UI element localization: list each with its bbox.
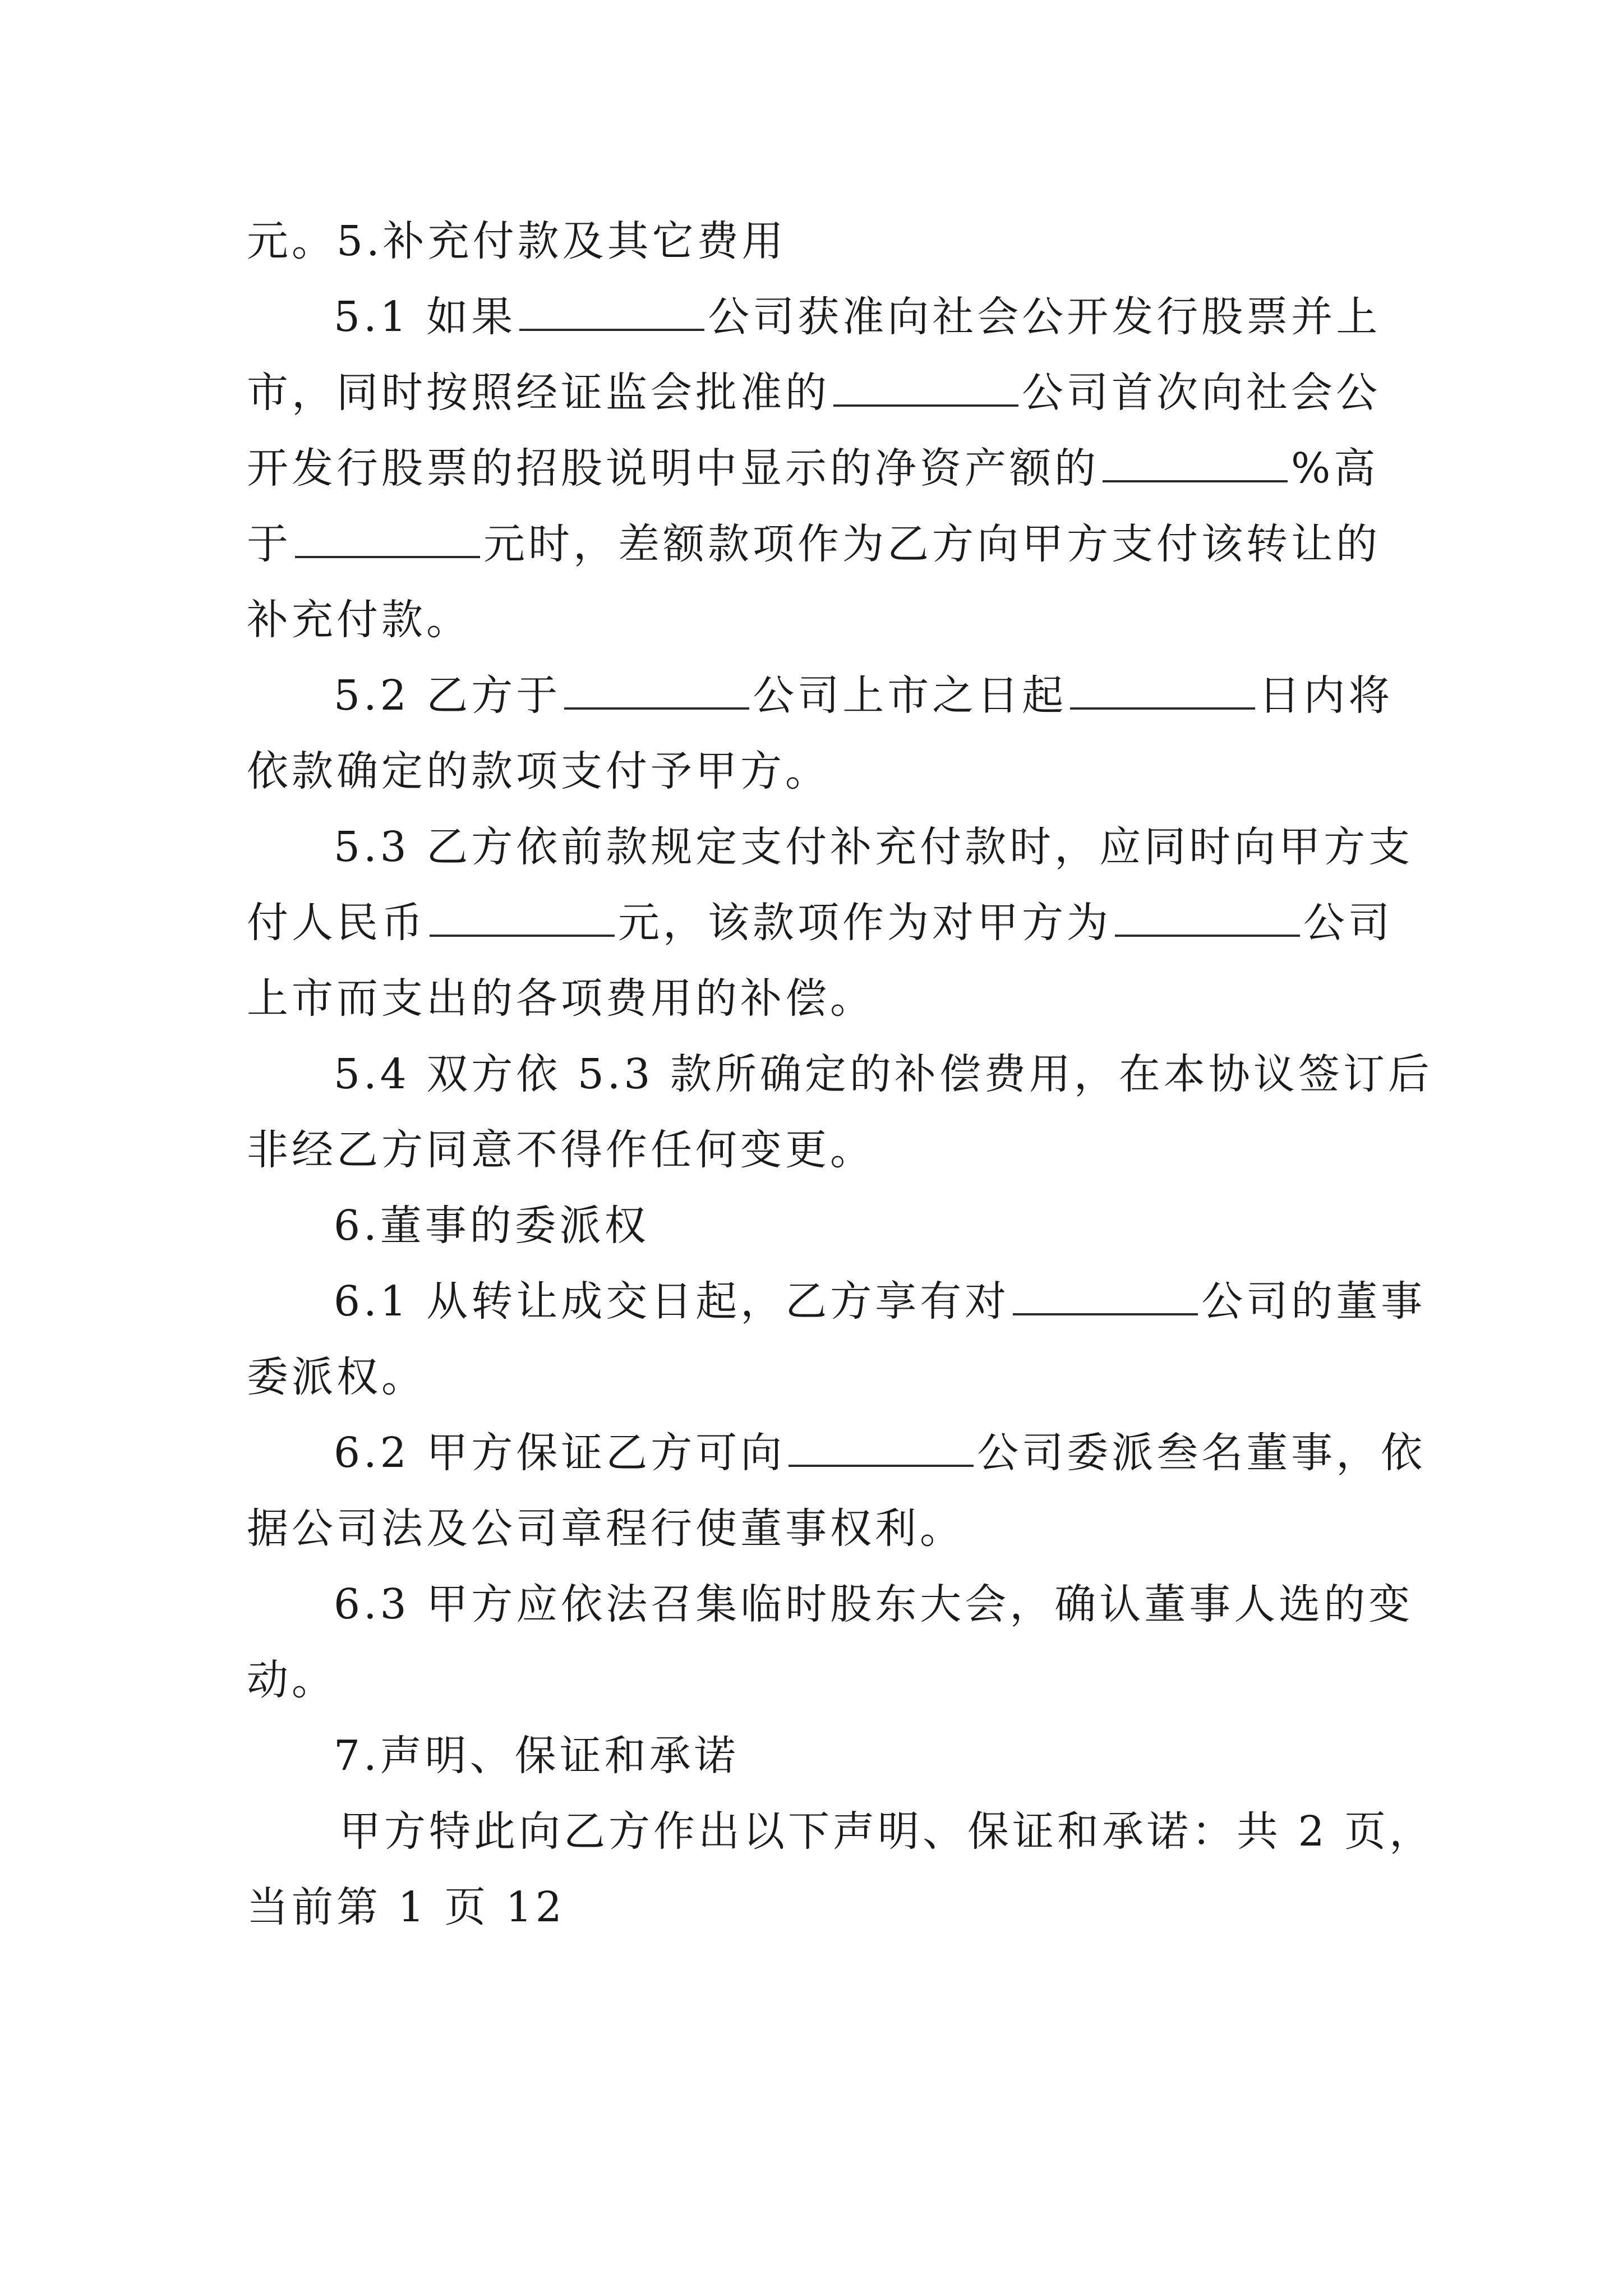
line-text: 6.1 从转让成交日起，乙方享有对 — [334, 1277, 1010, 1326]
line-text: 5.1 如果 — [334, 293, 517, 341]
text-line — [247, 1125, 875, 1175]
clause-5-2-line — [334, 670, 1393, 721]
clause-6-3-line — [334, 1579, 1413, 1630]
line-text: 甲方特此向乙方作出以下声明、保证和承诺：共 2 页， — [339, 1807, 1435, 1856]
line-text: 6.3 甲方应依法召集临时股东大会，确认董事人选的变 — [334, 1580, 1414, 1628]
fill-in-blank — [1070, 704, 1255, 710]
text-line — [247, 746, 830, 797]
fill-in-blank — [1103, 477, 1288, 482]
line-text: 公司首次向社会公 — [1022, 369, 1381, 417]
clause-6-2-line — [334, 1428, 1426, 1478]
text-line — [247, 595, 471, 645]
text-line — [247, 1352, 426, 1402]
text-line — [247, 216, 787, 266]
clause-5-4-line — [334, 1049, 1433, 1099]
line-text: 日内将 — [1258, 671, 1394, 720]
fill-in-blank — [564, 704, 749, 710]
line-text: 公司委派叁名董事，依 — [977, 1429, 1426, 1477]
section-6-heading — [334, 1200, 649, 1251]
line-text: 元时，差额款项作为乙方向甲方支付该转让的 — [483, 520, 1381, 568]
line-text: 当前第 1 页 12 — [247, 1883, 565, 1931]
page-indicator — [247, 1882, 565, 1932]
line-text: 开发行股票的招股说明中显示的净资产额的 — [247, 444, 1099, 493]
line-text: 付人民币 — [247, 899, 426, 947]
clause-5-1-line — [334, 292, 1381, 342]
text-line — [247, 1655, 336, 1705]
line-text: 委派权。 — [247, 1353, 426, 1401]
fill-in-blank — [833, 401, 1018, 407]
text-line — [247, 898, 1393, 948]
fill-in-blank — [1013, 1310, 1198, 1315]
clause-5-3-line — [334, 822, 1413, 872]
line-text: 于 — [247, 520, 292, 568]
line-text: 非经乙方同意不得作任何变更。 — [247, 1126, 875, 1174]
line-text: 5.4 双方依 5.3 款所确定的补偿费用，在本协议签订后 — [334, 1050, 1433, 1098]
fill-in-blank — [1115, 931, 1300, 937]
line-text: 依款确定的款项支付予甲方。 — [247, 747, 830, 795]
line-text: 6.董事的委派权 — [334, 1202, 649, 1250]
line-text: %高 — [1291, 444, 1379, 493]
line-text: 上市而支出的各项费用的补偿。 — [247, 974, 875, 1023]
line-text: 据公司法及公司章程行使董事权利。 — [247, 1504, 965, 1553]
text-line — [247, 367, 1381, 418]
line-text: 5.2 乙方于 — [334, 671, 561, 720]
line-text: 元，该款项作为对甲方为 — [618, 899, 1112, 947]
section-7-heading — [334, 1731, 739, 1781]
line-text: 公司上市之日起 — [753, 671, 1067, 720]
fill-in-blank — [430, 931, 615, 937]
clause-6-1-line — [334, 1276, 1426, 1327]
line-text: 公司 — [1303, 899, 1393, 947]
line-text: 元。5.补充付款及其它费用 — [247, 217, 787, 265]
line-text: 补充付款。 — [247, 596, 471, 644]
fill-in-blank — [519, 325, 704, 331]
line-text: 市，同时按照经证监会批准的 — [247, 369, 830, 417]
line-text: 5.3 乙方依前款规定支付补充付款时，应同时向甲方支 — [334, 823, 1414, 871]
fill-in-blank — [789, 1461, 974, 1467]
text-line — [247, 973, 875, 1024]
text-line — [247, 443, 1378, 494]
line-text: 公司的董事 — [1201, 1277, 1426, 1326]
line-text: 7.声明、保证和承诺 — [334, 1732, 739, 1780]
line-text: 6.2 甲方保证乙方可向 — [334, 1429, 786, 1477]
text-line — [339, 1806, 1434, 1857]
fill-in-blank — [295, 553, 480, 558]
text-line — [247, 519, 1381, 569]
line-text: 动。 — [247, 1656, 336, 1704]
line-text: 公司获准向社会公开发行股票并上 — [708, 293, 1381, 341]
text-line — [247, 1503, 965, 1554]
